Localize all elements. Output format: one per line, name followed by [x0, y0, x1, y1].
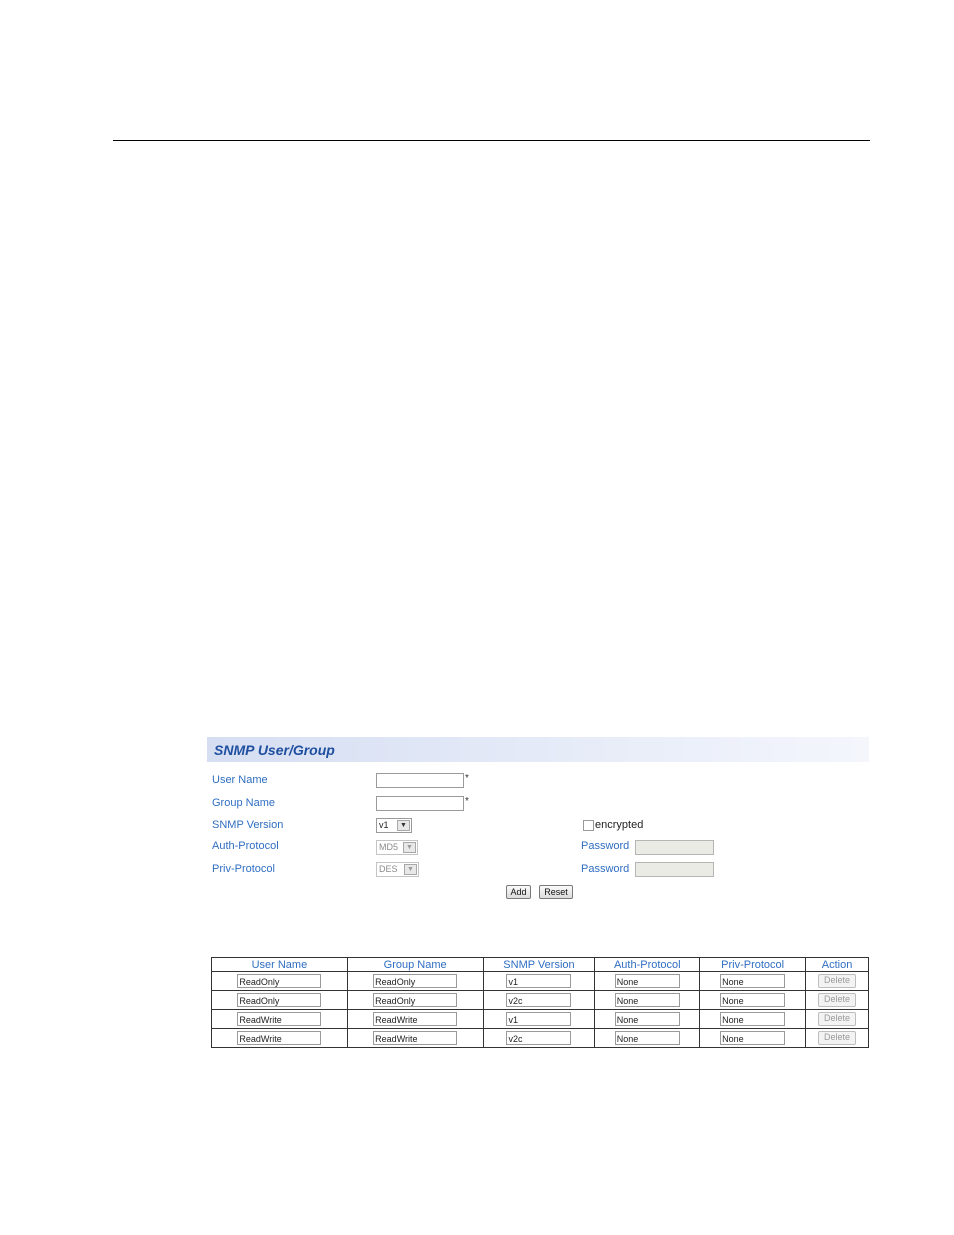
col-header-priv-protocol: Priv-Protocol — [700, 958, 806, 972]
row-auth-protocol-input[interactable]: None — [615, 993, 680, 1007]
delete-button[interactable]: Delete — [818, 993, 856, 1007]
user-group-table — [211, 957, 869, 1048]
row-group-name-input[interactable]: ReadWrite — [373, 1031, 457, 1045]
table-row — [212, 972, 869, 991]
reset-button[interactable]: Reset — [539, 885, 573, 899]
auth-protocol-label: Auth-Protocol — [212, 840, 279, 852]
priv-protocol-select[interactable] — [376, 862, 419, 877]
chevron-down-icon: ▼ — [397, 820, 410, 831]
auth-protocol-select[interactable] — [376, 840, 418, 855]
panel-header — [207, 737, 869, 762]
row-priv-protocol-input[interactable]: None — [720, 1031, 785, 1045]
auth-protocol-value: MD5 — [379, 842, 399, 852]
table-row — [212, 1029, 869, 1048]
panel-title: SNMP User/Group — [214, 741, 335, 758]
row-auth-protocol-input[interactable]: None — [615, 1031, 680, 1045]
page-divider — [113, 140, 870, 141]
row-snmp-version-input[interactable]: v2c — [506, 993, 571, 1007]
row-auth-protocol-input[interactable]: None — [615, 974, 680, 988]
table-header-row — [212, 958, 869, 972]
row-group-name-input[interactable]: ReadOnly — [373, 974, 457, 988]
priv-password-input[interactable] — [635, 862, 714, 877]
encrypted-label: encrypted — [595, 819, 644, 831]
col-header-auth-protocol: Auth-Protocol — [595, 958, 700, 972]
priv-protocol-value: DES — [379, 864, 398, 874]
row-user-name-input[interactable]: ReadWrite — [237, 1012, 321, 1026]
row-auth-protocol-input[interactable]: None — [615, 1012, 680, 1026]
row-user-name-input[interactable]: ReadOnly — [237, 974, 321, 988]
priv-protocol-label: Priv-Protocol — [212, 863, 275, 875]
col-header-action: Action — [806, 958, 869, 972]
row-group-name-input[interactable]: ReadWrite — [373, 1012, 457, 1026]
col-header-snmp-version: SNMP Version — [483, 958, 595, 972]
delete-button[interactable]: Delete — [818, 974, 856, 988]
col-header-group-name: Group Name — [347, 958, 483, 972]
row-priv-protocol-input[interactable]: None — [720, 974, 785, 988]
col-header-user-name: User Name — [212, 958, 348, 972]
row-priv-protocol-input[interactable]: None — [720, 993, 785, 1007]
table-row — [212, 1010, 869, 1029]
auth-password-input[interactable] — [635, 840, 714, 855]
delete-button[interactable]: Delete — [818, 1031, 856, 1045]
add-button[interactable]: Add — [506, 885, 531, 899]
row-snmp-version-input[interactable]: v1 — [506, 1012, 571, 1026]
group-name-input[interactable] — [376, 796, 464, 811]
delete-button[interactable]: Delete — [818, 1012, 856, 1026]
user-name-label: User Name — [212, 774, 268, 786]
row-snmp-version-input[interactable]: v1 — [506, 974, 571, 988]
row-user-name-input[interactable]: ReadOnly — [237, 993, 321, 1007]
snmp-version-select[interactable] — [376, 818, 412, 833]
group-name-label: Group Name — [212, 797, 275, 809]
row-group-name-input[interactable]: ReadOnly — [373, 993, 457, 1007]
row-priv-protocol-input[interactable]: None — [720, 1012, 785, 1026]
group-name-required-mark: * — [465, 796, 469, 807]
chevron-down-icon: ▼ — [404, 864, 417, 875]
snmp-version-label: SNMP Version — [212, 819, 284, 831]
user-name-input[interactable] — [376, 773, 464, 788]
chevron-down-icon: ▼ — [403, 842, 416, 853]
encrypted-checkbox[interactable] — [583, 820, 594, 831]
row-snmp-version-input[interactable]: v2c — [506, 1031, 571, 1045]
snmp-user-group-panel — [207, 737, 869, 762]
snmp-version-value: v1 — [379, 820, 389, 830]
priv-password-label: Password — [581, 863, 630, 875]
row-user-name-input[interactable]: ReadWrite — [237, 1031, 321, 1045]
auth-password-label: Password — [581, 840, 630, 852]
user-name-required-mark: * — [465, 773, 469, 784]
table-row — [212, 991, 869, 1010]
